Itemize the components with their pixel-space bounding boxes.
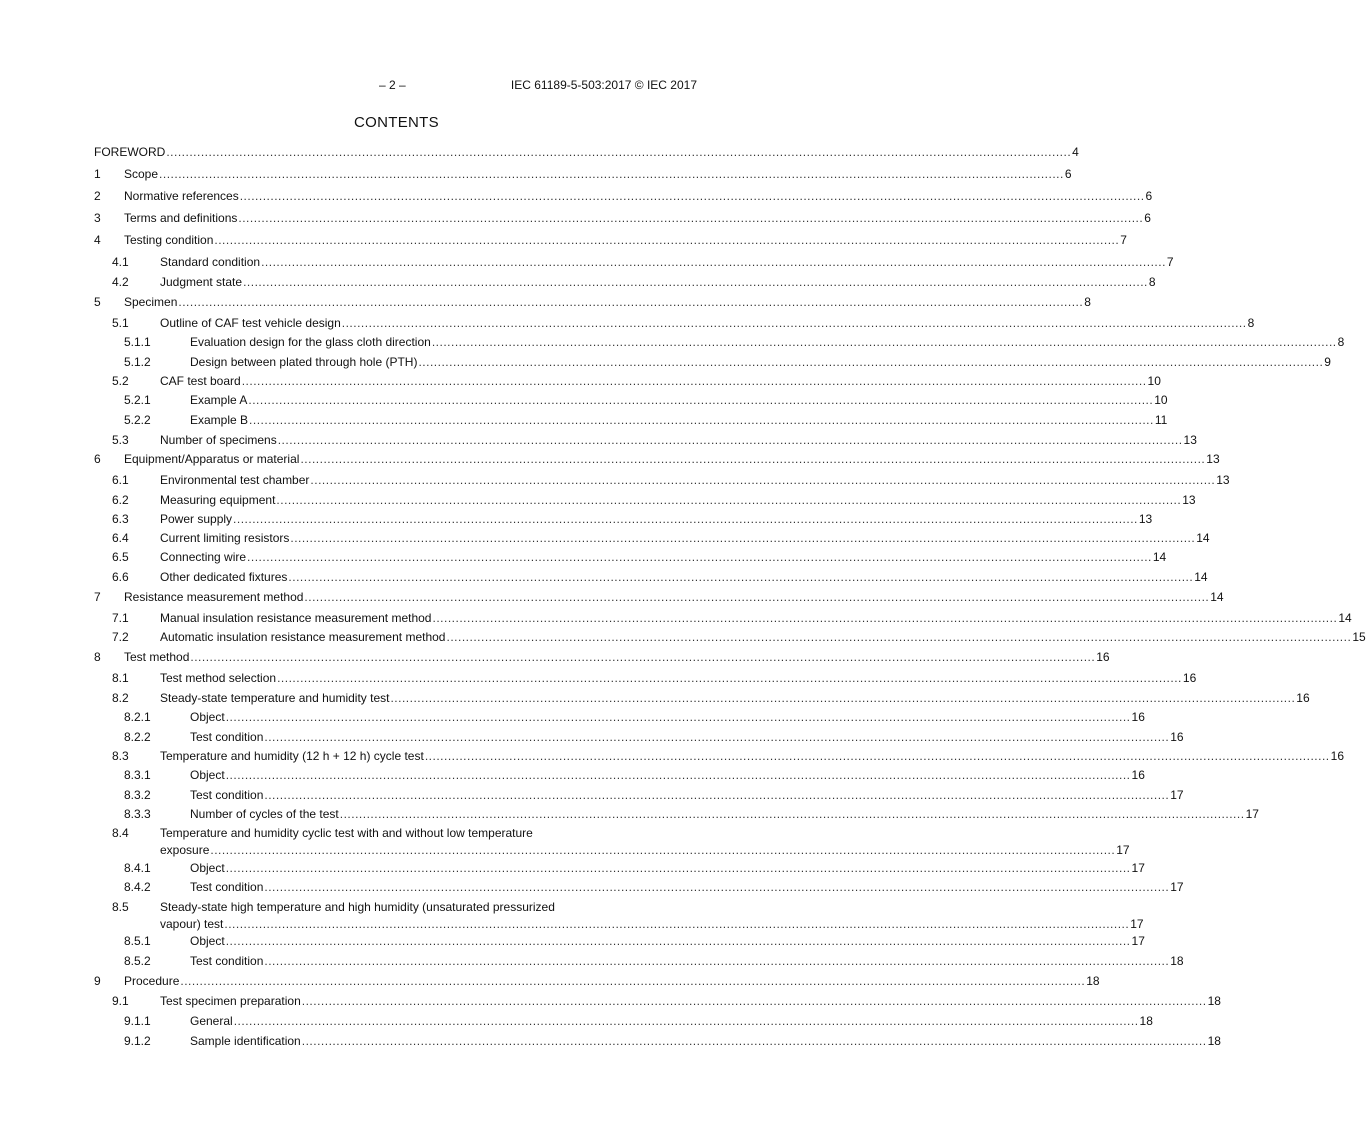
toc-entry-line <box>124 189 1153 204</box>
toc-entry-title: Measuring equipment <box>160 493 276 507</box>
toc-entry-number: 2 <box>94 189 101 203</box>
toc-entry-title: Object <box>190 710 225 724</box>
dot-leader: ............................................................................................................................................................................................................................................ <box>264 788 1170 802</box>
toc-entry-line <box>160 316 1255 331</box>
toc-entry-line <box>190 710 1145 725</box>
toc-entry-number: 7.2 <box>112 630 129 644</box>
toc-entry-title: Number of cycles of the test <box>190 807 339 821</box>
toc-entry-title: Testing condition <box>124 233 214 247</box>
toc-entry-page: 17 <box>1116 843 1130 857</box>
toc-entry-page: 18 <box>1207 1034 1221 1048</box>
toc-entry-title: Sample identification <box>190 1034 301 1048</box>
toc-entry-line <box>160 493 1196 508</box>
toc-entry-line <box>190 788 1184 803</box>
page-number: – 2 – <box>379 78 406 92</box>
dot-leader: ............................................................................................................................................................................................................................................ <box>225 934 1131 948</box>
toc-entry-page: 6 <box>1145 189 1153 203</box>
toc-entry-page: 16 <box>1296 691 1310 705</box>
dot-leader: ............................................................................................................................................................................................................................................ <box>341 316 1247 330</box>
toc-entry-page: 11 <box>1154 413 1168 427</box>
toc-entry-number: 7.1 <box>112 611 129 625</box>
toc-entry-number: 8.3 <box>112 749 129 763</box>
dot-leader: ............................................................................................................................................................................................................................................ <box>249 413 1154 427</box>
dot-leader: ............................................................................................................................................................................................................................................ <box>276 493 1182 507</box>
toc-entry-title: Outline of CAF test vehicle design <box>160 316 341 330</box>
dot-leader: ............................................................................................................................................................................................................................................ <box>233 1014 1139 1028</box>
toc-entry-line <box>160 917 1144 932</box>
document-reference: IEC 61189-5-503:2017 © IEC 2017 <box>510 78 697 92</box>
toc-entry-title: Test condition <box>190 730 264 744</box>
toc-entry-page: 4 <box>1072 145 1079 159</box>
toc-entry-page: 8 <box>1337 335 1345 349</box>
toc-entry-title: Terms and definitions <box>124 211 238 225</box>
toc-entry-number: 9 <box>94 974 101 988</box>
toc-entry-line <box>160 843 1130 858</box>
toc-entry-number: 8.4 <box>112 826 129 840</box>
toc-entry-page: 17 <box>1131 861 1145 875</box>
toc-entry-title: Design between plated through hole (PTH) <box>190 355 418 369</box>
toc-entry-number: 9.1 <box>112 994 129 1008</box>
dot-leader: ............................................................................................................................................................................................................................................ <box>241 374 1147 388</box>
toc-entry-title: Temperature and humidity (12 h + 12 h) cycle test <box>160 749 424 763</box>
toc-entry-line <box>160 570 1208 585</box>
toc-entry-title: Test specimen preparation <box>160 994 301 1008</box>
dot-leader: ............................................................................................................................................................................................................................................ <box>288 570 1194 584</box>
toc-entry-line <box>190 861 1145 876</box>
toc-entry-number: 8.3.1 <box>124 768 151 782</box>
toc-entry-line <box>160 255 1174 270</box>
toc-entry-page: 13 <box>1183 433 1197 447</box>
toc-entry-line <box>190 1014 1153 1029</box>
toc-entry-title: Power supply <box>160 512 233 526</box>
dot-leader: ............................................................................................................................................................................................................................................ <box>225 710 1131 724</box>
toc-entry-number: 6.1 <box>112 473 129 487</box>
toc-entry-page: 13 <box>1182 493 1196 507</box>
toc-entry-number: 6.3 <box>112 512 129 526</box>
toc-entry-page: 8 <box>1247 316 1255 330</box>
toc-entry-title: Normative references <box>124 189 239 203</box>
toc-entry-line <box>190 393 1168 408</box>
dot-leader: ............................................................................................................................................................................................................................................ <box>247 550 1152 564</box>
toc-entry-line <box>160 691 1310 706</box>
toc-entry-number: 5.2.1 <box>124 393 151 407</box>
toc-entry-title: Object <box>190 768 225 782</box>
toc-entry-line <box>160 671 1197 686</box>
toc-entry-number: 6.6 <box>112 570 129 584</box>
toc-entry-page: 18 <box>1170 954 1184 968</box>
toc-entry-page: 10 <box>1147 374 1161 388</box>
toc-entry-line <box>190 413 1168 428</box>
dot-leader: ............................................................................................................................................................................................................................................ <box>233 512 1138 526</box>
dot-leader: ............................................................................................................................................................................................................................................ <box>210 843 1116 857</box>
toc-entry-number: 6.4 <box>112 531 129 545</box>
toc-entry-line <box>190 934 1145 949</box>
dot-leader: ............................................................................................................................................................................................................................................ <box>264 880 1170 894</box>
toc-entry-page: 17 <box>1170 788 1184 802</box>
dot-leader: ............................................................................................................................................................................................................................................ <box>190 650 1096 664</box>
toc-entry-line <box>124 590 1224 605</box>
dot-leader: ............................................................................................................................................................................................................................................ <box>243 275 1148 289</box>
toc-entry-number: 5.1 <box>112 316 129 330</box>
toc-entry-page: 10 <box>1154 393 1168 407</box>
toc-entry-line <box>124 452 1220 467</box>
contents-title: CONTENTS <box>354 114 439 131</box>
toc-entry-title: Automatic insulation resistance measurement method <box>160 630 446 644</box>
dot-leader: ............................................................................................................................................................................................................................................ <box>159 167 1064 181</box>
toc-entry-number: 6.5 <box>112 550 129 564</box>
dot-leader: ............................................................................................................................................................................................................................................ <box>214 233 1120 247</box>
dot-leader: ............................................................................................................................................................................................................................................ <box>424 749 1330 763</box>
dot-leader: ............................................................................................................................................................................................................................................ <box>431 335 1337 349</box>
toc-entry-number: 1 <box>94 167 101 181</box>
toc-entry-title: Specimen <box>124 295 178 309</box>
toc-entry-number: 5.2 <box>112 374 129 388</box>
toc-entry-page: 17 <box>1170 880 1184 894</box>
toc-entry-title: Connecting wire <box>160 550 247 564</box>
dot-leader: ............................................................................................................................................................................................................................................ <box>304 590 1210 604</box>
toc-entry-page: 18 <box>1086 974 1100 988</box>
toc-entry-page: 13 <box>1206 452 1220 466</box>
toc-entry-page: 16 <box>1330 749 1344 763</box>
toc-entry-page: 17 <box>1131 934 1145 948</box>
toc-entry-line <box>160 550 1167 565</box>
toc-entry-number: 8.5.2 <box>124 954 151 968</box>
toc-entry-title: Procedure <box>124 974 180 988</box>
toc-entry-line <box>160 630 1366 645</box>
toc-entry-title: Resistance measurement method <box>124 590 304 604</box>
dot-leader: ............................................................................................................................................................................................................................................ <box>239 189 1145 203</box>
toc-entry-number: 9.1.2 <box>124 1034 151 1048</box>
toc-entry-page: 13 <box>1138 512 1153 526</box>
toc-entry-page: 6 <box>1144 211 1151 225</box>
toc-entry-page: 17 <box>1130 917 1144 931</box>
toc-entry-line <box>160 611 1352 626</box>
toc-entry-page: 8 <box>1084 295 1091 309</box>
toc-entry-title: Test condition <box>190 954 264 968</box>
toc-entry-number: 8 <box>94 650 101 664</box>
toc-entry-title: Evaluation design for the glass cloth direction <box>190 335 431 349</box>
toc-entry-page: 16 <box>1096 650 1110 664</box>
toc-entry-page: 16 <box>1182 671 1197 685</box>
toc-entry-line <box>160 473 1230 488</box>
toc-entry-title: Test method <box>124 650 190 664</box>
toc-entry-title: FOREWORD <box>94 145 166 159</box>
toc-entry-title: Number of specimens <box>160 433 277 447</box>
toc-entry-title: Environmental test chamber <box>160 473 310 487</box>
dot-leader: ............................................................................................................................................................................................................................................ <box>224 917 1130 931</box>
toc-entry-title: Temperature and humidity cyclic test with and without low temperature <box>160 826 533 840</box>
toc-entry-title: Test condition <box>190 788 264 802</box>
toc-entry-page: 13 <box>1216 473 1230 487</box>
toc-entry-title: General <box>190 1014 233 1028</box>
toc-entry-title: Object <box>190 934 225 948</box>
toc-entry-line <box>190 768 1145 783</box>
toc-entry-number: 6.2 <box>112 493 129 507</box>
toc-entry-title: vapour) test <box>160 917 224 931</box>
toc-entry-number: 8.2.2 <box>124 730 151 744</box>
toc-entry-line <box>160 994 1221 1009</box>
dot-leader: ............................................................................................................................................................................................................................................ <box>300 452 1206 466</box>
toc-entry-title: exposure <box>160 843 210 857</box>
toc-entry-number: 8.3.2 <box>124 788 151 802</box>
toc-entry-line <box>160 512 1153 527</box>
toc-entry-line <box>190 335 1345 350</box>
dot-leader: ............................................................................................................................................................................................................................................ <box>178 295 1084 309</box>
toc-entry-title: Test condition <box>190 880 264 894</box>
page-header <box>0 77 793 93</box>
toc-entry-page: 18 <box>1139 1014 1153 1028</box>
toc-entry-line <box>124 974 1100 989</box>
toc-entry-page: 9 <box>1324 355 1331 369</box>
toc-entry-line <box>160 374 1161 389</box>
toc-entry-number: 6 <box>94 452 101 466</box>
toc-entry-title: Other dedicated fixtures <box>160 570 288 584</box>
toc-entry-number: 3 <box>94 211 101 225</box>
toc-entry-title: Steady-state high temperature and high humidity (unsaturated pressurized <box>160 900 555 914</box>
dot-leader: ............................................................................................................................................................................................................................................ <box>264 730 1170 744</box>
toc-entry-title: Object <box>190 861 225 875</box>
toc-entry-page: 7 <box>1120 233 1127 247</box>
toc-entry-number: 5.1.2 <box>124 355 151 369</box>
dot-leader: ............................................................................................................................................................................................................................................ <box>261 255 1166 269</box>
dot-leader: ............................................................................................................................................................................................................................................ <box>339 807 1245 821</box>
dot-leader: ............................................................................................................................................................................................................................................ <box>277 671 1182 685</box>
toc-entry-line <box>124 295 1091 310</box>
toc-entry-title: Current limiting resistors <box>160 531 290 545</box>
dot-leader: ............................................................................................................................................................................................................................................ <box>277 433 1183 447</box>
toc-entry-line <box>160 275 1156 290</box>
toc-entry-page: 16 <box>1131 710 1145 724</box>
dot-leader: ............................................................................................................................................................................................................................................ <box>446 630 1352 644</box>
dot-leader: ............................................................................................................................................................................................................................................ <box>310 473 1216 487</box>
toc-entry-line <box>124 233 1127 248</box>
dot-leader: ............................................................................................................................................................................................................................................ <box>418 355 1324 369</box>
toc-entry-page: 18 <box>1207 994 1221 1008</box>
toc-entry-title: Judgment state <box>160 275 243 289</box>
toc-entry-number: 8.4.2 <box>124 880 151 894</box>
toc-entry-number: 8.2.1 <box>124 710 151 724</box>
dot-leader: ............................................................................................................................................................................................................................................ <box>301 1034 1207 1048</box>
toc-entry-page: 14 <box>1210 590 1224 604</box>
toc-entry-number: 5.3 <box>112 433 129 447</box>
toc-entry-page: 16 <box>1170 730 1184 744</box>
toc-entry-title: Manual insulation resistance measurement method <box>160 611 432 625</box>
toc-entry-title: Standard condition <box>160 255 261 269</box>
toc-entry-page: 7 <box>1166 255 1174 269</box>
dot-leader: ............................................................................................................................................................................................................................................ <box>248 393 1154 407</box>
toc-entry-number: 8.5.1 <box>124 934 151 948</box>
dot-leader: ............................................................................................................................................................................................................................................ <box>390 691 1296 705</box>
toc-entry-line <box>190 1034 1221 1049</box>
toc-entry-title: CAF test board <box>160 374 241 388</box>
toc-entry-line <box>190 880 1184 895</box>
dot-leader: ............................................................................................................................................................................................................................................ <box>301 994 1207 1008</box>
toc-entry-page: 14 <box>1338 611 1352 625</box>
toc-entry-number: 8.2 <box>112 691 129 705</box>
dot-leader: ............................................................................................................................................................................................................................................ <box>225 861 1131 875</box>
toc-entry-number: 7 <box>94 590 101 604</box>
dot-leader: ............................................................................................................................................................................................................................................ <box>238 211 1144 225</box>
dot-leader: ............................................................................................................................................................................................................................................ <box>225 768 1131 782</box>
toc-entry-page: 15 <box>1352 630 1366 644</box>
toc-entry-line <box>190 954 1184 969</box>
toc-entry-number: 4.2 <box>112 275 129 289</box>
toc-entry-title: Equipment/Apparatus or material <box>124 452 300 466</box>
toc-entry-title: Example A <box>190 393 248 407</box>
toc-entry-line <box>160 749 1344 764</box>
toc-entry-number: 8.5 <box>112 900 129 914</box>
toc-entry-number: 5.2.2 <box>124 413 151 427</box>
toc-entry-line <box>160 433 1197 448</box>
toc-entry-title: Test method selection <box>160 671 277 685</box>
toc-entry-page: 16 <box>1131 768 1145 782</box>
toc-entry-page: 8 <box>1148 275 1156 289</box>
toc-entry-line <box>124 167 1072 182</box>
toc-entry-number: 5 <box>94 295 101 309</box>
dot-leader: ............................................................................................................................................................................................................................................ <box>264 954 1170 968</box>
toc-entry-page: 14 <box>1152 550 1167 564</box>
toc-entry-number: 4.1 <box>112 255 129 269</box>
toc-entry-number: 9.1.1 <box>124 1014 151 1028</box>
toc-entry-page: 14 <box>1196 531 1210 545</box>
toc-entry-title: Scope <box>124 167 159 181</box>
toc-entry-line <box>124 211 1151 226</box>
toc-entry-number: 8.3.3 <box>124 807 151 821</box>
toc-entry-line <box>190 807 1259 822</box>
dot-leader: ............................................................................................................................................................................................................................................ <box>432 611 1338 625</box>
toc-entry-page: 14 <box>1194 570 1208 584</box>
toc-entry-line <box>124 650 1110 665</box>
toc-entry-page: 17 <box>1245 807 1259 821</box>
dot-leader: ............................................................................................................................................................................................................................................ <box>290 531 1196 545</box>
toc-entry-title: Steady-state temperature and humidity test <box>160 691 390 705</box>
toc-entry-number: 8.1 <box>112 671 129 685</box>
toc-entry-line <box>94 145 1079 160</box>
toc-entry-line <box>190 355 1331 370</box>
toc-entry-number: 5.1.1 <box>124 335 151 349</box>
dot-leader: ............................................................................................................................................................................................................................................ <box>180 974 1086 988</box>
toc-entry-title: Example B <box>190 413 249 427</box>
toc-entry-line <box>160 531 1210 546</box>
toc-entry-number: 8.4.1 <box>124 861 151 875</box>
toc-entry-page: 6 <box>1064 167 1072 181</box>
toc-entry-number: 4 <box>94 233 101 247</box>
dot-leader: ............................................................................................................................................................................................................................................ <box>166 145 1072 159</box>
toc-entry-line <box>190 730 1184 745</box>
